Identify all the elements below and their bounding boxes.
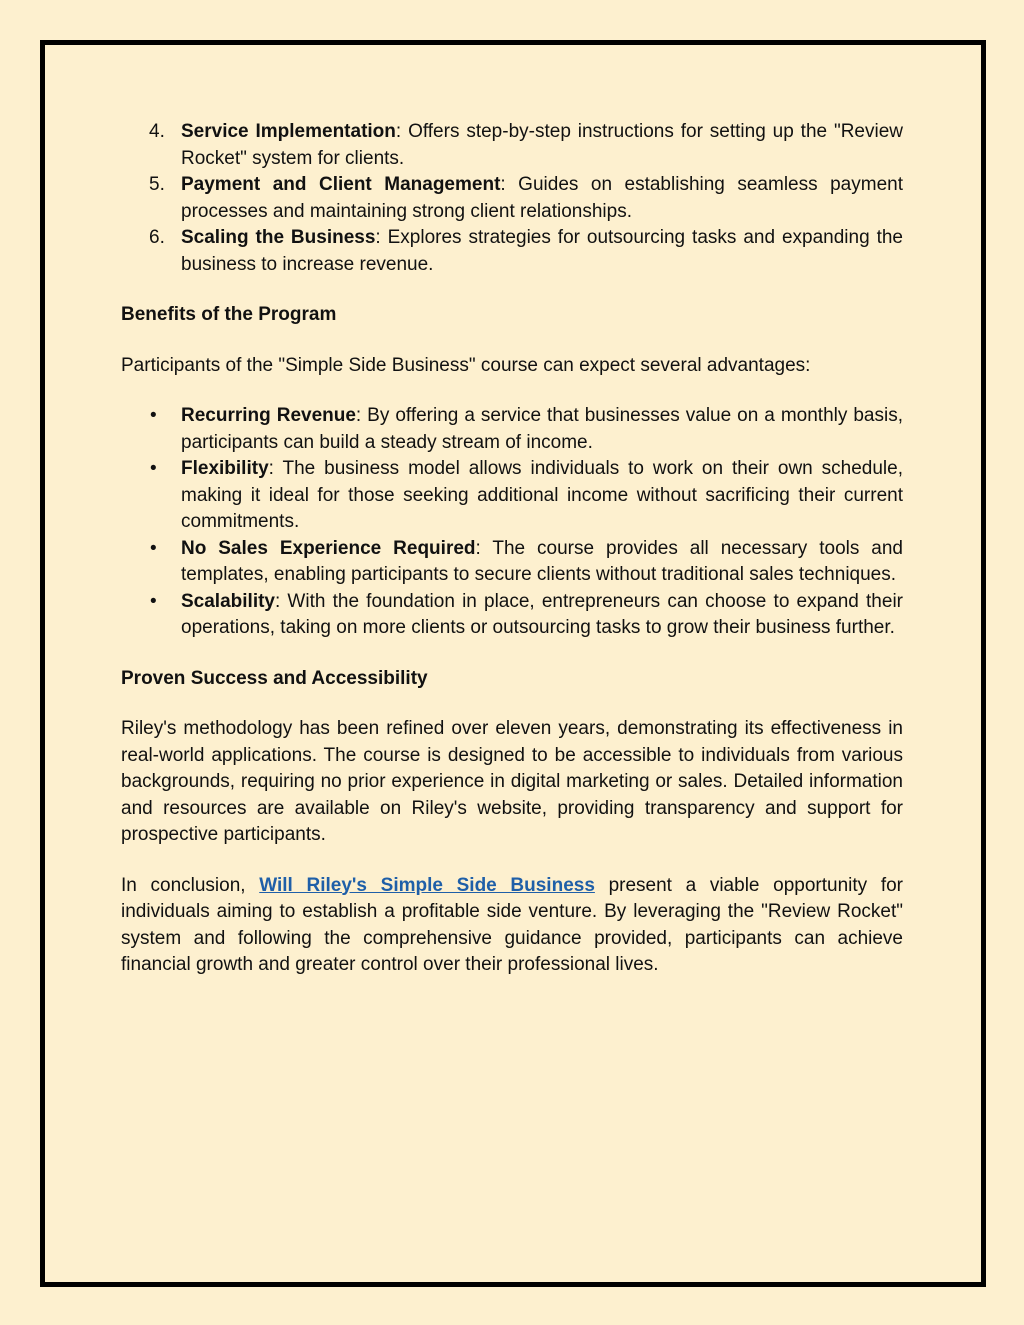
- list-item: [121, 456, 903, 536]
- list-item: [121, 536, 903, 589]
- benefits-list: [121, 403, 903, 642]
- numbered-list: [121, 119, 903, 278]
- item-title: No Sales Experience Required: [181, 537, 476, 559]
- item-title: Recurring Revenue: [181, 405, 356, 426]
- success-paragraph: Riley's methodology has been refined over eleven years, demonstrating its effectiveness in real-world applications. The course is designed to be accessible to individuals from various backgrounds, requiring no prior experience in digital marketing or sales. Detailed information and resources are available on Riley's website, providing transparency and support for prospective participants.: [121, 718, 903, 845]
- item-text: : With the foundation in place, entrepreneurs can choose to expand their operations, taking on more clients or outsourcing tasks to grow their business further.: [181, 590, 903, 638]
- item-title: Scalability: [181, 590, 275, 612]
- simple-side-business-link[interactable]: Will Riley's Simple Side Business: [259, 874, 595, 896]
- item-text: : Guides on establishing seamless payment processes and maintaining strong client relationships.: [181, 174, 903, 222]
- list-item: [121, 119, 903, 172]
- list-item: [121, 172, 903, 225]
- list-item: [121, 403, 903, 456]
- item-text: : Explores strategies for outsourcing tasks and expanding the business to increase revenue.: [181, 227, 903, 275]
- conclusion-rest: present a viable opportunity for individuals aiming to establish a profitable side venture. By leveraging the "Review Rocket" system and following the comprehensive guidance provided, participants can achieve financial growth and greater control over their professional lives.: [121, 874, 903, 975]
- item-title: Payment and Client Management: [181, 174, 501, 195]
- item-title: Service Implementation: [181, 121, 396, 142]
- item-text: : Offers step-by-step instructions for setting up the "Review Rocket" system for clients.: [181, 121, 904, 169]
- section-heading-success: Proven Success and Accessibility: [121, 667, 428, 689]
- item-text: : The business model allows individuals to work on their own schedule, making it ideal for those seeking additional income without sacrificing their current commitments.: [181, 458, 903, 532]
- bullet-icon: •: [150, 405, 157, 426]
- item-title: Scaling the Business: [181, 227, 376, 248]
- bullet-icon: •: [150, 458, 157, 479]
- item-text: : By offering a service that businesses value on a monthly basis, participants can build a steady stream of income.: [181, 405, 903, 453]
- document-body: [121, 119, 903, 979]
- list-item: [121, 225, 903, 278]
- list-number: 4.: [149, 121, 165, 142]
- section-heading-benefits: Benefits of the Program: [121, 304, 337, 325]
- item-title: Flexibility: [181, 458, 269, 479]
- list-number: 6.: [149, 227, 165, 248]
- bullet-icon: •: [150, 590, 157, 612]
- benefits-intro: Participants of the "Simple Side Business" course can expect several advantages:: [121, 354, 811, 376]
- list-number: 5.: [149, 174, 165, 195]
- bullet-icon: •: [150, 537, 157, 559]
- conclusion-lead: In conclusion,: [121, 874, 260, 896]
- conclusion-paragraph: [121, 873, 903, 979]
- item-text: : The course provides all necessary tools and templates, enabling participants to secure clients without traditional sales techniques.: [181, 537, 903, 585]
- list-item: [121, 589, 903, 642]
